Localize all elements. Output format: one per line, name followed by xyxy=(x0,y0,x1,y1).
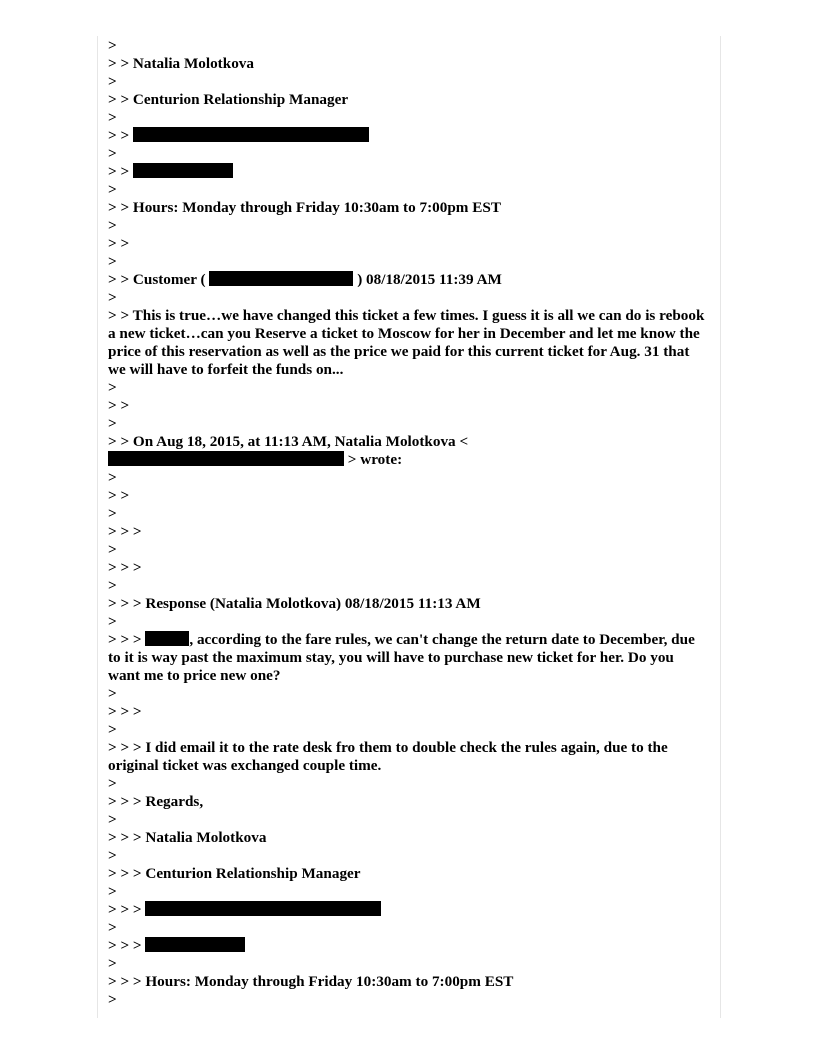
customer-message: > > This is true…we have changed this ticket a few times. I guess it is all we can do is rebook a new ticket…can you Reserve a ticket to Moscow for her in December and let me know the price of this reservation as well as the price we paid for this current ticket for Aug. 31 that we will have to forfeit the funds on... xyxy=(108,307,705,378)
quote-prefix: > > Customer ( xyxy=(108,271,210,288)
quote-line: > > > xyxy=(108,703,142,720)
quote-line: > xyxy=(108,379,117,396)
quote-line: > xyxy=(108,253,117,270)
redacted-contact-line xyxy=(108,163,708,181)
redacted-contact-line xyxy=(108,901,708,919)
quote-line: > xyxy=(108,613,117,630)
quote-line: > > xyxy=(108,397,130,414)
response-header-line: > > > Response (Natalia Molotkova) 08/18/2015 11:13 AM xyxy=(108,595,481,612)
quote-line: > xyxy=(108,289,117,306)
quote-line: > xyxy=(108,505,117,522)
redaction-block xyxy=(145,901,381,916)
signature-name: > > Natalia Molotkova xyxy=(108,55,254,72)
response-text: , according to the fare rules, we can't change the return date to December, due to it is way past the maximum stay, you will have to purchase new ticket for her. Do you want me to price new one? xyxy=(108,631,695,684)
email-thread xyxy=(108,37,708,1009)
quote-line: > xyxy=(108,685,117,702)
redaction-block xyxy=(108,451,344,466)
quote-line: > xyxy=(108,37,117,54)
rate-desk-message: > > > I did email it to the rate desk fro them to double check the rules again, due to the original ticket was exchanged couple time. xyxy=(108,739,668,774)
redacted-contact-line xyxy=(108,127,708,145)
quote-line: > > > xyxy=(108,559,142,576)
redaction-block xyxy=(145,937,245,952)
signature-name: > > > Natalia Molotkova xyxy=(108,829,267,846)
quote-line: > xyxy=(108,775,117,792)
quote-line: > > xyxy=(108,487,130,504)
redaction-block xyxy=(209,271,353,286)
quote-line: > xyxy=(108,73,117,90)
redaction-block xyxy=(133,163,233,178)
redaction-block xyxy=(133,127,369,142)
hours-line: > > > Hours: Monday through Friday 10:30am to 7:00pm EST xyxy=(108,973,514,990)
quote-prefix: > > xyxy=(108,127,133,144)
quote-line: > xyxy=(108,919,117,936)
quote-prefix: > > > xyxy=(108,631,146,648)
quote-line: > xyxy=(108,145,117,162)
hours-line: > > Hours: Monday through Friday 10:30am to 7:00pm EST xyxy=(108,199,501,216)
quote-line: > xyxy=(108,577,117,594)
quote-line: > > > xyxy=(108,523,142,540)
quote-line: > xyxy=(108,541,117,558)
customer-header-line xyxy=(108,271,708,289)
quote-prefix: > > xyxy=(108,163,133,180)
redaction-block xyxy=(145,631,189,646)
quote-prefix: > > > xyxy=(108,901,146,918)
quote-line: > xyxy=(108,991,117,1008)
reply-header-line: > > On Aug 18, 2015, at 11:13 AM, Natalia Molotkova < xyxy=(108,433,469,450)
response-message xyxy=(108,631,708,685)
wrote-label: > wrote: xyxy=(344,451,403,468)
quote-line: > xyxy=(108,847,117,864)
quote-line: > xyxy=(108,415,117,432)
regards-line: > > > Regards, xyxy=(108,793,204,810)
quote-line: > xyxy=(108,181,117,198)
signature-title: > > Centurion Relationship Manager xyxy=(108,91,349,108)
reply-header-email-line xyxy=(108,451,708,469)
quote-line: > xyxy=(108,811,117,828)
message-timestamp: ) 08/18/2015 11:39 AM xyxy=(353,271,502,288)
quote-line: > > xyxy=(108,235,130,252)
quote-line: > xyxy=(108,109,117,126)
quote-prefix: > > > xyxy=(108,937,146,954)
quote-line: > xyxy=(108,883,117,900)
redacted-contact-line xyxy=(108,937,708,955)
quote-line: > xyxy=(108,469,117,486)
signature-title: > > > Centurion Relationship Manager xyxy=(108,865,361,882)
quote-line: > xyxy=(108,955,117,972)
quote-line: > xyxy=(108,217,117,234)
quote-line: > xyxy=(108,721,117,738)
